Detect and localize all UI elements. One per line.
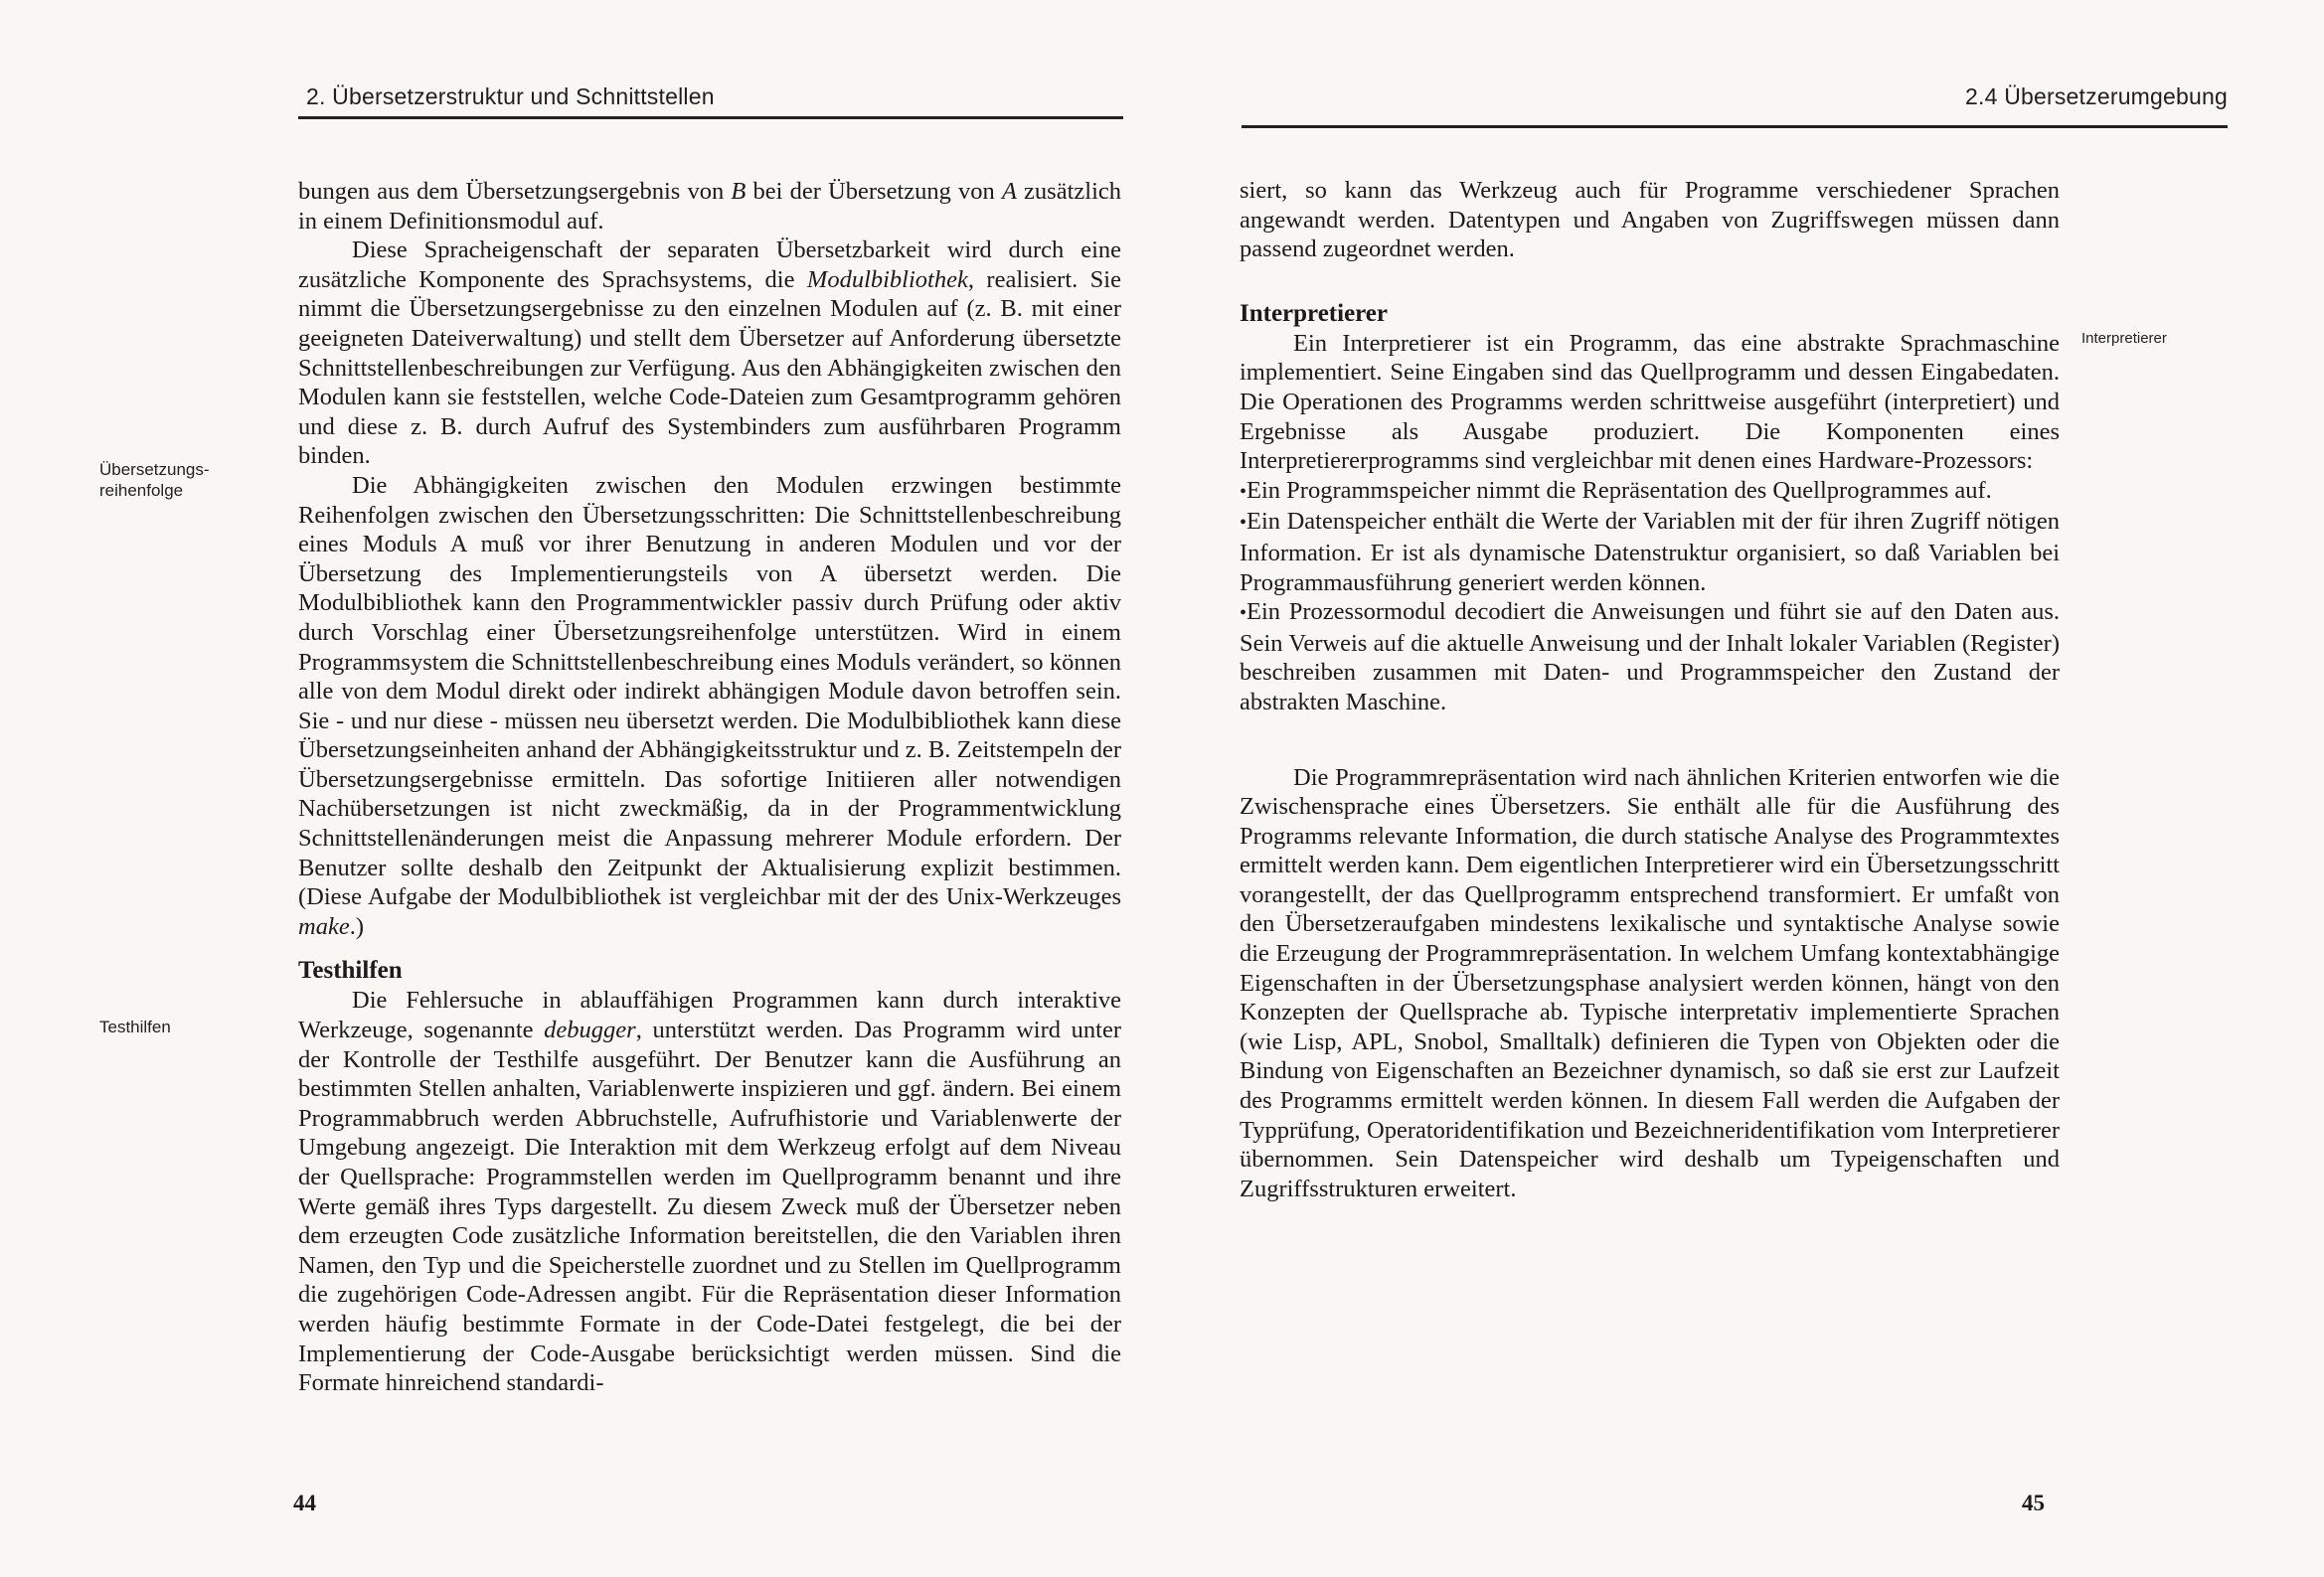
left-text-column — [298, 177, 1121, 1398]
paragraph: siert, so kann das Werkzeug auch für Programme verschiedener Sprachen angewandt werden. Datentypen und Angaben von Zugriffswegen müssen dann passend zugeordnet werden. — [1240, 177, 2060, 263]
bullet-item: •Ein Prozessormodul decodiert die Anweisungen und führt sie auf den Daten aus. Sein Verweis auf die aktuelle Anweisung und der Inhalt lokaler Variablen (Register) beschreiben zusammen mit Daten- und Programmspeicher den Zustand der abstrakten Maschine. — [1240, 598, 2060, 715]
left-page-number: 44 — [293, 1491, 316, 1515]
left-header-rule — [298, 116, 1123, 119]
right-page-number: 45 — [2022, 1491, 2045, 1515]
margin-note-line: reihenfolge — [99, 481, 184, 500]
section-heading-interpretierer: Interpretierer — [1240, 299, 1388, 327]
margin-note-interpretierer: Interpretierer — [2081, 330, 2167, 347]
bullet-item: •Ein Programmspeicher nimmt die Repräsentation des Quellprogrammes auf. — [1240, 476, 1992, 504]
right-text-column — [1240, 176, 2060, 1203]
paragraph: Die Fehlersuche in ablauffähigen Programmen kann durch interaktive Werkzeuge, sogenannte debugger, unterstützt werden. Das Programm wird unter der Kontrolle der Testhilfe ausgeführt. Der Benutzer kann die Ausführung an bestimmten Stellen anhalten, Variablenwerte inspizieren und ggf. ändern. Bei einem Programmabbruch werden Abbruchstelle, Aufrufhistorie und Variablenwerte der Umgebung angezeigt. Die Interaktion mit dem Werkzeug erfolgt auf dem Niveau der Quellsprache: Programmstellen werden im Quellprogramm benannt und ihre Werte gemäß ihres Typs dargestellt. Zu diesem Zweck muß der Übersetzer neben dem erzeugten Code zusätzliche Information bereitstellen, die den Variablen ihren Namen, den Typ und die Speicherstelle zuordnet und zu Stellen im Quellprogramm die zugehörigen Code-Adressen angibt. Für die Repräsentation dieser Information werden häufig bestimmte Formate in der Code-Datei festgelegt, die bei der Implementierung der Code-Ausgabe berücksichtigt werden müssen. Sind die Formate hinreichend standardi- — [298, 987, 1121, 1397]
bullet-item: •Ein Datenspeicher enthält die Werte der Variablen mit der für ihren Zugriff nötigen Information. Er ist als dynamische Datenstruktur organisiert, so daß Variablen bei Programmausführung generiert werden können. — [1240, 508, 2060, 596]
paragraph: Die Programmrepräsentation wird nach ähnlichen Kriterien entworfen wie die Zwischensprache eines Übersetzers. Sie enthält alle für die Ausführung des Programms relevante Information, die durch statische Analyse des Programmtextes ermittelt werden kann. Dem eigentlichen Interpretierer wird ein Übersetzungsschritt vorangestellt, der das Quellprogramm entsprechend transformiert. Er umfaßt von den Übersetzeraufgaben mindestens lexikalische und syntaktische Analyse sowie die Erzeugung der Programmrepräsentation. In welchem Umfang kontextabhängige Eigenschaften in der Übersetzungsphase analysiert werden können, hängt von den Konzepten der Quellsprache ab. Typische interpretativ implementierte Sprachen (wie Lisp, APL, Snobol, Smalltalk) definieren die Typen von Objekten oder die Bindung von Eigenschaften an Bezeichner dynamisch, so daß sie erst zur Laufzeit des Programms ermittelt werden können. In diesem Fall werden die Aufgaben der Typprüfung, Operatoridentifikation und Bezeichneridentifikation vom Interpretierer übernommen. Sein Datenspeicher wird deshalb um Typeigenschaften und Zugriffsstrukturen erweitert. — [1240, 763, 2060, 1202]
paragraph: Die Abhängigkeiten zwischen den Modulen erzwingen bestimmte Reihenfolgen zwischen den Übersetzungsschritten: Die Schnittstellenbeschreibung eines Moduls A muß vor ihrer Benutzung in anderen Modulen und vor der Übersetzung des Implementierungsteils von A übersetzt werden. Die Modulbibliothek kann den Programmentwickler passiv durch Prüfung oder aktiv durch Vorschlag einer Übersetzungsreihenfolge unterstützen. Wird in einem Programmsystem die Schnittstellenbeschreibung eines Moduls verändert, so können alle von dem Modul direkt oder indirekt abhängigen Module davon betroffen sein. Sie - und nur diese - müssen neu übersetzt werden. Die Modulbibliothek kann diese Übersetzungseinheiten anhand der Abhängigkeitsstruktur und z. B. Zeitstempeln der Übersetzungsergebnisse ermitteln. Das sofortige Initiieren aller notwendigen Nachübersetzungen ist nicht zweckmäßig, da in der Programmentwicklung Schnittstellenänderungen meist die Anpassung mehrerer Module erfordern. Der Benutzer sollte deshalb den Zeitpunkt der Aktualisierung explizit bestimmen. (Diese Aufgabe der Modulbibliothek ist vergleichbar mit der des Unix-Werkzeuges make.) — [298, 471, 1121, 940]
right-header-rule — [1242, 125, 2228, 128]
section-heading-testhilfen: Testhilfen — [298, 957, 403, 985]
left-running-head: 2. Übersetzerstruktur und Schnittstellen — [306, 83, 715, 109]
paragraph: Diese Spracheigenschaft der separaten Übersetzbarkeit wird durch eine zusätzliche Komponente des Sprachsystems, die Modulbibliothek, realisiert. Sie nimmt die Übersetzungsergebnisse zu den einzelnen Modulen auf (z. B. mit einer geeigneten Dateiverwaltung) und stellt dem Übersetzer auf Anforderung übersetzte Schnittstellenbeschreibungen zur Verfügung. Aus den Abhängigkeiten zwischen den Modulen kann sie feststellen, welche Code-Dateien zum Gesamtprogramm gehören und diese z. B. durch Aufruf des Systembinders zum ausführbaren Programm binden. — [298, 237, 1121, 470]
bullet-icon: • — [1240, 512, 1247, 535]
right-running-head: 2.4 Übersetzerumgebung — [1965, 83, 2228, 109]
bullet-icon: • — [1240, 480, 1247, 503]
margin-note-testhilfen: Testhilfen — [99, 1018, 171, 1036]
margin-note-uebersetzungsreihenfolge — [99, 459, 210, 501]
paragraph: Ein Interpretierer ist ein Programm, das eine abstrakte Sprachmaschine implementiert. Seine Eingaben sind das Quellprogramm und dessen Eingabedaten. Die Operationen des Programms werden schrittweise ausgeführt (interpretiert) und Ergebnisse als Ausgabe produziert. Die Komponenten eines Interpretiererprogramms sind vergleichbar mit denen eines Hardware-Prozessors: — [1240, 329, 2060, 475]
paragraph: bungen aus dem Übersetzungsergebnis von B bei der Übersetzung von A zusätzlich in einem Definitionsmodul auf. — [298, 178, 1122, 235]
bullet-icon: • — [1240, 602, 1247, 625]
right-page — [1162, 0, 2324, 1577]
margin-note-line: Übersetzungs- — [99, 460, 210, 479]
